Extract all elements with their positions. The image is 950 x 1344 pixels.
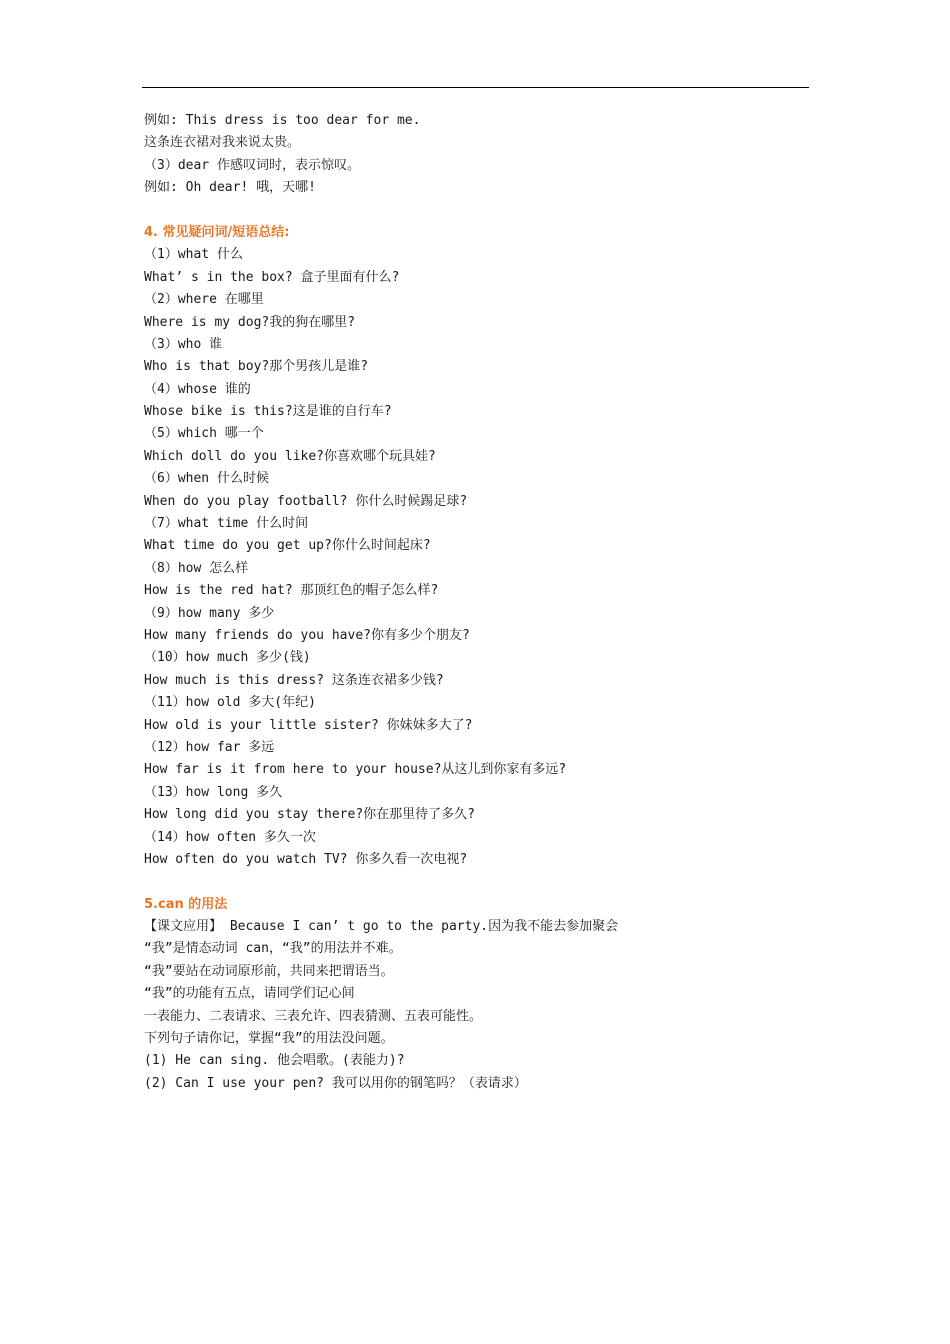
- text-line: 【课文应用】 Because I can’ t go to the party.因为我不能去参加聚会: [144, 919, 619, 935]
- text-line: (1) He can sing. 他会唱歌。(表能力)?: [144, 1053, 405, 1069]
- text-line: Where is my dog?我的狗在哪里?: [144, 314, 356, 330]
- text-line: How old is your little sister? 你妹妹多大了?: [144, 717, 473, 733]
- text-line: How much is this dress? 这条连衣裙多少钱?: [144, 672, 444, 688]
- text-line: 一表能力、二表请求、三表允许、四表猜测、五表可能性。: [144, 1008, 483, 1024]
- text-line: （6）when 什么时候: [144, 471, 269, 487]
- document-body: [144, 110, 824, 1095]
- header-rule: [142, 87, 809, 88]
- text-line: （9）how many 多少: [144, 605, 275, 621]
- text-line: How many friends do you have?你有多少个朋友?: [144, 627, 470, 643]
- text-line: Which doll do you like?你喜欢哪个玩具娃?: [144, 448, 436, 464]
- text-line: Who is that boy?那个男孩儿是谁?: [144, 359, 369, 375]
- text-line: （14）how often 多久一次: [144, 829, 316, 845]
- text-line: （5）which 哪一个: [144, 426, 264, 442]
- text-line: What time do you get up?你什么时间起床?: [144, 538, 431, 554]
- section-dear: [144, 110, 824, 200]
- text-line: （1）what 什么: [144, 247, 243, 263]
- paragraph-gap: [144, 871, 824, 893]
- text-line: （3）who 谁: [144, 336, 223, 352]
- text-line: What’ s in the box? 盒子里面有什么?: [144, 269, 400, 285]
- text-line: 例如: This dress is too dear for me.: [144, 113, 421, 128]
- text-line: How is the red hat? 那顶红色的帽子怎么样?: [144, 583, 439, 599]
- text-line: （10）how much 多少(钱): [144, 650, 311, 666]
- text-line: （4）whose 谁的: [144, 381, 251, 397]
- text-line: “我”的功能有五点，请同学们记心间: [144, 986, 355, 1002]
- paragraph-gap: [144, 200, 824, 222]
- text-line: 下列句子请你记，掌握“我”的用法没问题。: [144, 1031, 394, 1047]
- text-line: （2）where 在哪里: [144, 292, 264, 308]
- text-line: 这条连衣裙对我来说太贵。: [144, 135, 301, 151]
- text-line: （3）dear 作感叹词时，表示惊叹。: [144, 157, 360, 173]
- text-line: （13）how long 多久: [144, 784, 283, 800]
- section-question-words: [144, 222, 824, 871]
- text-line: （11）how old 多大(年纪): [144, 695, 316, 711]
- text-line: （12）how far 多远: [144, 739, 275, 755]
- text-line: When do you play football? 你什么时候踢足球?: [144, 493, 468, 509]
- text-line: How far is it from here to your house?从这儿到你家有多远?: [144, 762, 567, 778]
- text-line: （8）how 怎么样: [144, 560, 249, 576]
- text-line: How long did you stay there?你在那里待了多久?: [144, 807, 475, 823]
- text-line: “我”要站在动词原形前，共同来把谓语当。: [144, 963, 394, 979]
- text-line: (2) Can I use your pen? 我可以用你的钢笔吗？（表请求）: [144, 1075, 527, 1091]
- text-line: Whose bike is this?这是谁的自行车?: [144, 404, 392, 420]
- section-heading: 4. 常见疑问词/短语总结:: [144, 224, 290, 240]
- text-line: （7）what time 什么时间: [144, 516, 309, 532]
- text-line: “我”是情态动词 can，“我”的用法并不难。: [144, 941, 402, 957]
- text-line: How often do you watch TV? 你多久看一次电视?: [144, 851, 468, 867]
- section-can-usage: [144, 894, 824, 1096]
- section-heading: 5.can 的用法: [144, 896, 228, 912]
- text-line: 例如: Oh dear! 哦，天哪!: [144, 180, 316, 196]
